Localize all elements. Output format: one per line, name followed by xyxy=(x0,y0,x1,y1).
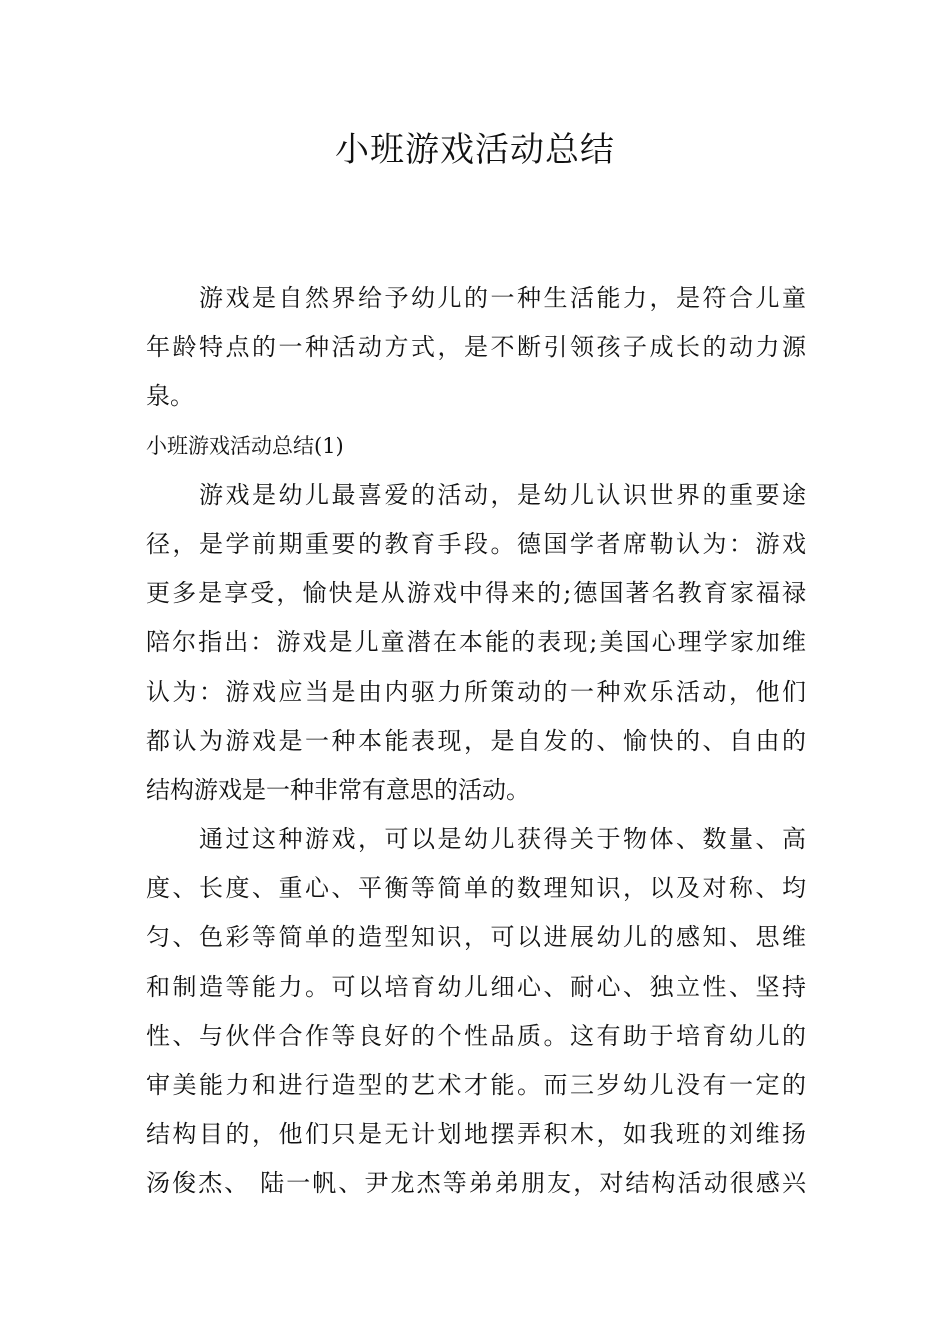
paragraph-line: 和制造等能力。可以培育幼儿细心、耐心、独立性、坚持 xyxy=(146,972,806,1001)
document-title: 小班游戏活动总结 xyxy=(335,130,615,170)
paragraph-line: 结构游戏是一种非常有意思的活动。 xyxy=(146,775,530,804)
paragraph-structure-game xyxy=(146,815,806,1209)
paragraph-line: 度、长度、重心、平衡等简单的数理知识，以及对称、均 xyxy=(146,874,806,903)
section-heading xyxy=(146,422,806,471)
paragraph-line: 径，是学前期重要的教育手段。德国学者席勒认为：游戏 xyxy=(146,529,806,558)
paragraph-line: 匀、色彩等简单的造型知识，可以进展幼儿的感知、思维 xyxy=(146,923,806,952)
paragraph-intro xyxy=(146,274,806,422)
paragraph-line: 汤俊杰、 陆一帆、尹龙杰等弟弟朋友，对结构活动很感兴 xyxy=(146,1169,806,1198)
paragraph-line: 认为：游戏应当是由内驱力所策动的一种欢乐活动，他们 xyxy=(146,677,806,706)
section-heading-text: 小班游戏活动总结(1) xyxy=(146,433,344,458)
paragraph-line: 游戏是幼儿最喜爱的活动，是幼儿认识世界的重要途 xyxy=(199,480,806,509)
paragraph-line: 陪尔指出：游戏是儿童潜在本能的表现;美国心理学家加维 xyxy=(146,628,806,657)
paragraph-line: 泉。 xyxy=(146,382,194,411)
paragraph-line: 游戏是自然界给予幼儿的一种生活能力，是符合儿童 xyxy=(199,284,806,312)
paragraph-line: 审美能力和进行造型的艺术才能。而三岁幼儿没有一定的 xyxy=(146,1071,806,1099)
paragraph-game-importance xyxy=(146,471,806,815)
paragraph-line: 性、与伙伴合作等良好的个性品质。这有助于培育幼儿的 xyxy=(146,1021,806,1050)
paragraph-line: 通过这种游戏，可以是幼儿获得关于物体、数量、高 xyxy=(199,825,806,854)
paragraph-line: 结构目的，他们只是无计划地摆弄积木，如我班的刘维扬 xyxy=(146,1120,806,1149)
paragraph-line: 更多是享受，愉快是从游戏中得来的;德国著名教育家福禄 xyxy=(146,579,806,608)
document-body xyxy=(146,274,806,1209)
paragraph-line: 年龄特点的一种活动方式，是不断引领孩子成长的动力源 xyxy=(146,333,806,362)
paragraph-line: 都认为游戏是一种本能表现，是自发的、愉快的、自由的 xyxy=(146,726,806,755)
